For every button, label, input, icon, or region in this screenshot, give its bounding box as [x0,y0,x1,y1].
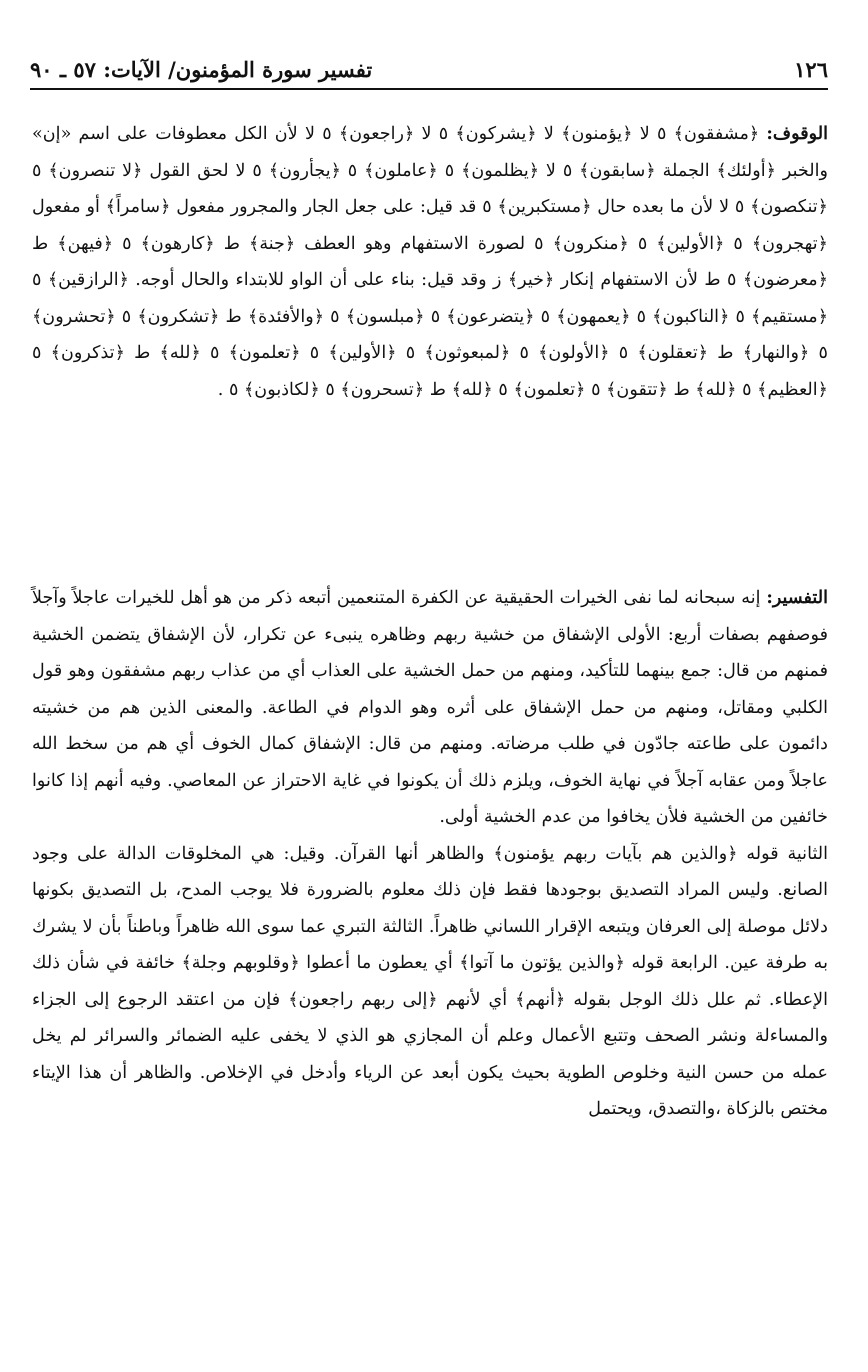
page-number: ١٢٦ [794,56,828,82]
waqf-text: ﴿مشفقون﴾ ٥ لا ﴿يؤمنون﴾ لا ﴿يشركون﴾ ٥ لا ﴿راجعون﴾ ٥ لا لأن الكل معطوفات على اسم «إن» والخبر ﴿أولئك﴾ الجملة ﴿سابقون﴾ ٥ لا ﴿يظلمون﴾ ٥ ﴿عاملون﴾ ٥ ﴿يجأرون﴾ ٥ لا لحق القول ﴿لا تنصرون﴾ ٥ ﴿تنكصون﴾ ٥ لا لأن ما بعده حال ﴿مستكبرين﴾ ٥ قد قيل: على جعل الجار والمجرور مفعول ﴿سامراً﴾ أو مفعول ﴿تهجرون﴾ ٥ ﴿الأولين﴾ ٥ ﴿منكرون﴾ ٥ لصورة الاستفهام وهو العطف ﴿جنة﴾ ط ﴿كارهون﴾ ٥ ﴿فيهن﴾ ط ﴿معرضون﴾ ٥ ط لأن الاستفهام إنكار ﴿خير﴾ ز وقد قيل: بناء على أن الواو للابتداء والحال أوجه. ﴿الرازقين﴾ ٥ ﴿مستقيم﴾ ٥ ﴿الناكبون﴾ ٥ ﴿يعمهون﴾ ٥ ﴿يتضرعون﴾ ٥ ﴿مبلسون﴾ ٥ ﴿والأفئدة﴾ ط ﴿تشكرون﴾ ٥ ﴿تحشرون﴾ ٥ ﴿والنهار﴾ ط ﴿تعقلون﴾ ٥ ﴿الأولون﴾ ٥ ﴿لمبعوثون﴾ ٥ ﴿الأولين﴾ ٥ ﴿تعلمون﴾ ٥ ﴿لله﴾ ط ﴿تذكرون﴾ ٥ ﴿العظيم﴾ ٥ ﴿لله﴾ ط ﴿تتقون﴾ ٥ ﴿تعلمون﴾ ٥ ﴿لله﴾ ط ﴿تسحرون﴾ ٥ ﴿لكاذبون﴾ ٥ . [32,124,829,400]
waqf-label: الوقوف: [766,123,828,144]
tafsir-section [32,580,828,1128]
tafsir-paragraph-1-text: إنه سبحانه لما نفى الخيرات الحقيقية عن الكفرة المتنعمين أتبعه ذكر من هو أهل للخيرات عاجلاً وآجلاً فوصفهم بصفات أربع: الأولى الإشفاق من خشية ربهم وظاهره ينبىء عن تكرار، لأن الإشفاق يتضمن الخشية فمنهم من قال: جمع بينهما للتأكيد، ومنهم من حمل الخشية على العذاب أي من عذاب ربهم مشفقون وهو قول الكلبي ومقاتل، ومنهم من حمل الإشفاق على أثره وهو الدوام في الطاعة. والمعنى الذين هم من خشيته دائمون على طاعته جادّون في طلب مرضاته. ومنهم من قال: الإشفاق كمال الخوف أي هم من سخط الله عاجلاً ومن عقابه آجلاً في نهاية الخوف، ويلزم ذلك أن يكونوا في غاية الاحتراز عن المعاصي. وفيه أنهم إذا كانوا خائفين من الخشية فلأن يخافوا من عدم الخشية أولى. [32,588,828,827]
page-header [30,52,828,86]
waqf-paragraph [32,116,828,408]
tafsir-label: التفسير: [766,587,828,608]
waqf-section [32,116,828,408]
tafsir-paragraph-2: الثانية قوله ﴿والذين هم بآيات ربهم يؤمنون﴾ والظاهر أنها القرآن. وقيل: هي المخلوقات الدالة على وجود الصانع. وليس المراد التصديق بوجودها فقط فإن ذلك معلوم بالضرورة فلا يوجب المدح، بل التصديق بكونها دلائل موصلة إلى العرفان ويتبعه الإقرار اللساني ظاهراً. الثالثة التبري عما سوى الله ظاهراً وباطناً بأن لا يشرك به طرفة عين. الرابعة قوله ﴿والذين يؤتون ما آتوا﴾ أي يعطون ما أعطوا ﴿وقلوبهم وجلة﴾ خائفة في شأن ذلك الإعطاء. ثم علل ذلك الوجل بقوله ﴿أنهم﴾ أي لأنهم ﴿إلى ربهم راجعون﴾ فإن من اعتقد الرجوع إلى الجزاء والمساءلة ونشر الصحف وتتبع الأعمال وعلم أن المجازي هو الذي لا يخفى عليه الضمائر والسرائر لم يخل عمله من حسن النية وخلوص الطوية بحيث يكون أبعد عن الرياء وأدخل في الإخلاص. والظاهر أن هذا الإيتاء مختص بالزكاة ،والتصدق، ويحتمل [32,843,828,1119]
tafsir-paragraph-1 [32,580,828,836]
running-title: تفسير سورة المؤمنون/ الآيات: ٥٧ ـ ٩٠ [30,56,373,82]
header-divider [30,88,828,90]
